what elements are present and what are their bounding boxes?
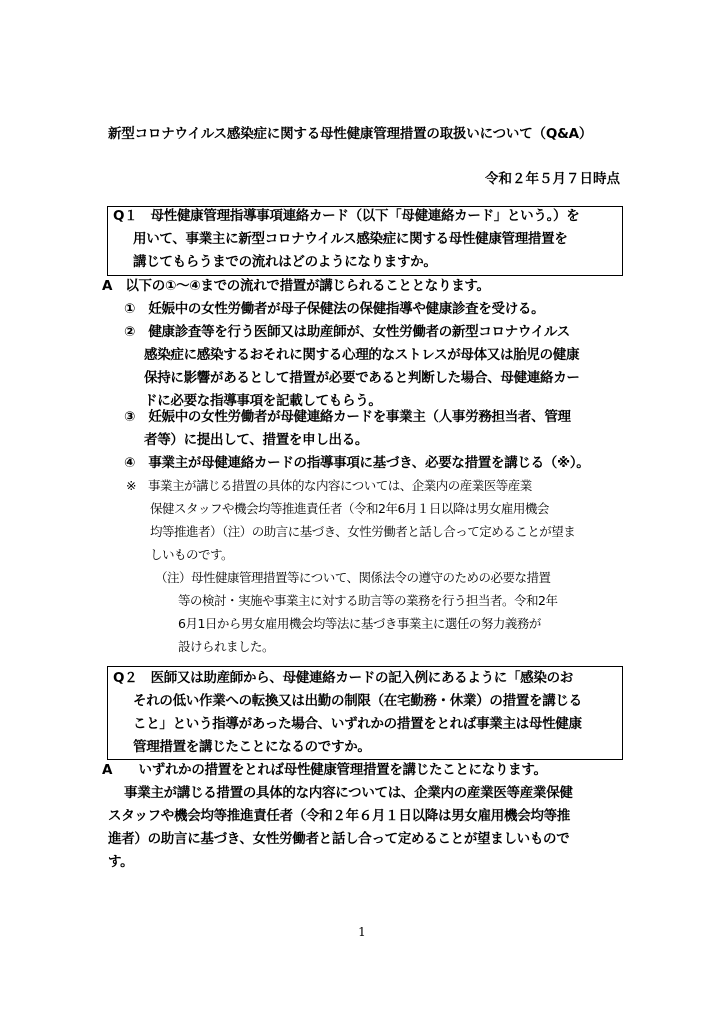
q2-line-1: Q２ 医師又は助産師から、母健連絡カードの記入例にあるように「感染のお xyxy=(113,670,573,686)
a1-item-3-cont: 者等）に提出して、措置を申し出る。 xyxy=(144,432,369,448)
a1-note-1: ※ 事業主が講じる措置の具体的な内容については、企業内の産業医等産業 xyxy=(126,478,532,493)
q1-line-1: Q１ 母性健康管理指導事項連絡カード（以下「母健連絡カード」という。）を xyxy=(113,208,580,224)
a1-footnote-4: 設けられました。 xyxy=(178,639,275,654)
document-title: 新型コロナウイルス感染症に関する母性健康管理措置の取扱いについて（Q&A） xyxy=(108,126,593,142)
q2-line-2: それの低い作業への転換又は出勤の制限（在宅勤務・休業）の措置を講じる xyxy=(133,693,582,709)
a1-item-3: ③ 妊娠中の女性労働者が母健連絡カードを事業主（人事労務担当者、管理 xyxy=(124,409,571,425)
a2-line-5: す。 xyxy=(108,854,134,870)
a1-item-4: ④ 事業主が母健連絡カードの指導事項に基づき、必要な措置を講じる（※）。 xyxy=(124,455,590,471)
a1-line-1: A 以下の①～④までの流れで措置が講じられることとなります。 xyxy=(102,278,490,294)
a1-note-3: 均等推進者）（注）の助言に基づき、女性労働者と話し合って定めることが望ま xyxy=(150,524,576,539)
a2-line-4: 進者）の助言に基づき、女性労働者と話し合って定めることが望ましいもので xyxy=(108,831,570,847)
a2-line-3: スタッフや機会均等推進責任者（令和２年６月１日以降は男女雇用機会均等推 xyxy=(108,808,570,824)
a1-note-4: しいものです。 xyxy=(150,547,234,562)
q1-line-2: 用いて、事業主に新型コロナウイルス感染症に関する母性健康管理措置を xyxy=(133,231,568,247)
a1-item-2-cont-2: 保持に影響があるとして措置が必要であると判断した場合、母健連絡カー xyxy=(144,370,580,386)
a1-footnote-2: 等の検討・実施や事業主に対する助言等の業務を行う担当者。令和2年 xyxy=(178,593,558,608)
a1-footnote-1: （注）母性健康管理措置等について、関係法令の遵守のための必要な措置 xyxy=(155,570,551,585)
a1-item-2-cont-1: 感染症に感染するおそれに関する心理的なストレスが母体又は胎児の健康 xyxy=(144,347,580,363)
a1-item-2-cont-3: ドに必要な指導事項を記載してもらう。 xyxy=(144,393,382,409)
a2-line-2: 事業主が講じる措置の具体的な内容については、企業内の産業医等産業保健 xyxy=(124,785,573,801)
a1-footnote-3: 6月1日から男女雇用機会均等法に基づき事業主に選任の努力義務が xyxy=(178,616,541,631)
page-number: 1 xyxy=(358,925,366,939)
document-date: 令和２年５月７日時点 xyxy=(485,171,620,187)
a1-note-2: 保健スタッフや機会均等推進責任者（令和2年6月１日以降は男女雇用機会 xyxy=(150,501,549,516)
a1-item-2: ② 健康診査等を行う医師又は助産師が、女性労働者の新型コロナウイルス xyxy=(124,324,570,340)
a2-line-1: A いずれかの措置をとれば母性健康管理措置を講じたことになります。 xyxy=(102,762,547,778)
q2-line-3: こと」という指導があった場合、いずれかの措置をとれば事業主は母性健康 xyxy=(133,716,582,732)
q1-line-3: 講じてもらうまでの流れはどのようになりますか。 xyxy=(133,254,437,270)
q2-line-4: 管理措置を講じたことになるのですか。 xyxy=(133,739,371,755)
a1-item-1: ① 妊娠中の女性労働者が母子保健法の保健指導や健康診査を受ける。 xyxy=(124,301,545,317)
